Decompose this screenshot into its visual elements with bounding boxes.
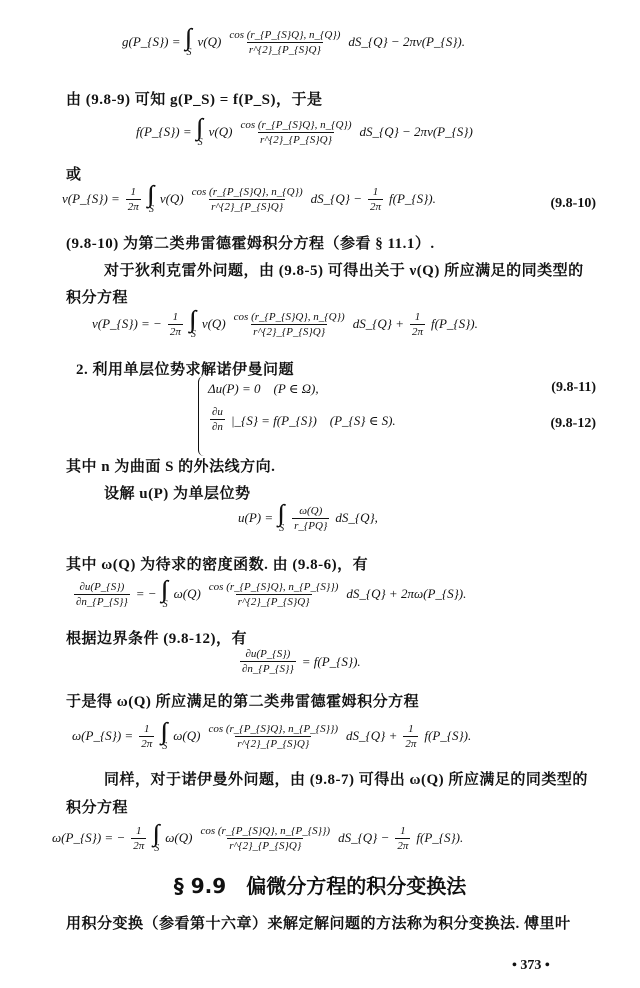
numerator: cos (r_{P_{S}Q}, n_{Q}) <box>233 310 345 323</box>
math-text: f(P_{S}). <box>416 830 464 845</box>
equation-9-8-11 <box>206 378 321 397</box>
double-integral <box>161 720 168 752</box>
math-text: |_{S} = f(P_{S}) (P_{S} ∈ S). <box>230 413 396 428</box>
numerator: cos (r_{P_{S}Q}, n_{Q}) <box>229 28 341 41</box>
fraction <box>168 311 183 338</box>
numerator: ∂u <box>212 406 223 418</box>
text-line: (9.8-10) 为第二类弗雷德霍姆积分方程（参看 § 11.1）. <box>66 236 435 252</box>
fraction <box>131 825 146 852</box>
denominator: 2π <box>133 839 145 852</box>
numerator: 1 <box>408 722 414 735</box>
equation-9-8-10 <box>60 183 438 215</box>
numerator: 1 <box>135 824 142 837</box>
numerator: 1 <box>372 185 379 198</box>
math-text: ω(Q) <box>173 586 201 601</box>
math-text: ω(Q) <box>173 728 201 743</box>
math-text: = − <box>135 586 157 601</box>
math-text: f(P_{S}) = <box>136 124 192 139</box>
integral-domain: S <box>148 204 154 215</box>
fraction <box>368 186 383 213</box>
denominator: 2π <box>369 200 381 213</box>
math-text: f(P_{S}). <box>424 728 472 743</box>
denominator: r^{2}_{P_{S}Q} <box>237 595 310 608</box>
numerator: 1 <box>414 310 421 323</box>
math-text: dS_{Q} − 2πν(P_{S}). <box>348 34 465 49</box>
denominator: r^{2}_{P_{S}Q} <box>253 325 326 338</box>
math-text: f(P_{S}). <box>431 316 478 331</box>
numerator: ω(Q) <box>299 504 323 517</box>
system-brace <box>198 376 205 456</box>
denominator: 2π <box>397 839 409 852</box>
denominator: ∂n_{P_{S}} <box>242 663 294 675</box>
integral-domain: S <box>154 843 160 854</box>
fraction <box>227 29 342 56</box>
numerator: ∂u(P_{S}) <box>79 580 125 593</box>
math-text: ω(P_{S}) = <box>72 728 134 743</box>
denominator: r^{2}_{P_{S}Q} <box>237 737 310 750</box>
text-line: 积分方程 <box>66 290 129 306</box>
fraction <box>238 119 353 146</box>
double-integral <box>148 183 155 215</box>
math-text: ν(Q) <box>159 191 184 206</box>
equation-normal-derivative <box>70 578 468 610</box>
numerator: cos (r_{P_{S}Q}, n_{P_{S}}) <box>208 722 339 735</box>
fraction <box>410 311 425 338</box>
math-text: dS_{Q} + <box>346 728 398 743</box>
math-text: dS_{Q}, <box>335 510 378 525</box>
text-line: 根据边界条件 (9.8-12)，有 <box>66 631 247 647</box>
text-line: 由 (9.8-9) 可知 g(P_S) = f(P_S)，于是 <box>66 92 323 108</box>
denominator: 2π <box>412 325 424 338</box>
section-heading: § 9.9 偏微分方程的积分变换法 <box>173 874 467 898</box>
fraction <box>395 825 410 852</box>
numerator: 1 <box>400 824 406 837</box>
equation-g <box>120 26 467 58</box>
denominator: 2π <box>127 200 139 213</box>
math-text: Δu(P) = 0 (P ∈ Ω), <box>208 381 319 396</box>
integral-domain: S <box>279 523 285 534</box>
math-text: ω(P_{S}) = − <box>52 830 126 845</box>
math-text: dS_{Q} + <box>352 316 404 331</box>
denominator: r^{2}_{P_{S}Q} <box>229 839 302 852</box>
page-number: • 373 • <box>512 958 550 973</box>
integral-domain: S <box>162 599 168 610</box>
double-integral <box>190 308 197 340</box>
fraction <box>74 581 130 608</box>
math-text: u(P) = <box>238 510 274 525</box>
math-text: ν(Q) <box>208 124 233 139</box>
integral-domain: S <box>186 47 192 58</box>
math-text: ω(Q) <box>165 830 193 845</box>
text-line: 其中 n 为曲面 S 的外法线方向. <box>66 459 276 475</box>
numerator: ∂u(P_{S}) <box>245 648 291 660</box>
equation-single-layer <box>236 502 380 534</box>
text-line: 积分方程 <box>66 800 129 816</box>
fraction <box>198 825 332 852</box>
math-text: ν(P_{S}) = <box>62 191 120 206</box>
text-line: 设解 u(P) 为单层位势 <box>104 486 251 502</box>
math-text: dS_{Q} + 2πω(P_{S}). <box>346 586 467 601</box>
denominator: ∂n_{P_{S}} <box>76 595 128 608</box>
numerator: cos (r_{P_{S}Q}, n_{P_{S}}) <box>200 824 331 837</box>
equation-neumann-exterior <box>50 822 465 854</box>
math-text: ν(P_{S}) = − <box>92 316 162 331</box>
double-integral <box>162 578 169 610</box>
section-item-2: 2. 利用单层位势求解诺伊曼问题 <box>76 362 295 378</box>
numerator: 1 <box>143 722 150 735</box>
numerator: 1 <box>130 185 137 198</box>
equation-label: (9.8-12) <box>550 416 596 431</box>
math-text: dS_{Q} − <box>338 830 390 845</box>
math-text: ν(Q) <box>201 316 226 331</box>
double-integral <box>186 26 193 58</box>
fraction <box>190 186 305 213</box>
math-text: g(P_{S}) = <box>122 34 181 49</box>
fraction <box>232 311 347 338</box>
denominator: 2π <box>169 325 181 338</box>
fraction <box>207 581 341 608</box>
equation-9-8-12 <box>206 406 398 433</box>
equation-f <box>134 116 475 148</box>
numerator: 1 <box>172 310 179 323</box>
denominator: ∂n <box>212 421 223 433</box>
integral-domain: S <box>162 741 168 752</box>
double-integral <box>197 116 204 148</box>
fraction <box>139 723 154 750</box>
fraction <box>240 648 296 675</box>
fraction <box>403 723 418 750</box>
equation-boundary <box>236 648 363 675</box>
equation-neumann-interior <box>70 720 473 752</box>
denominator: r^{2}_{P_{S}Q} <box>259 133 332 146</box>
double-integral <box>153 822 160 854</box>
text-line: 其中 ω(Q) 为待求的密度函数. 由 (9.8-6)，有 <box>66 557 369 573</box>
denominator: 2π <box>405 737 417 750</box>
integral-domain: S <box>190 329 196 340</box>
text-line: 用积分变换（参看第十六章）来解定解问题的方法称为积分变换法. 傅里叶 <box>66 916 571 932</box>
integral-domain: S <box>197 137 203 148</box>
math-text: ν(Q) <box>197 34 222 49</box>
fraction <box>206 723 340 750</box>
text-line: 于是得 ω(Q) 所应满足的第二类弗雷德霍姆积分方程 <box>66 694 420 710</box>
double-integral <box>278 502 285 534</box>
numerator: cos (r_{P_{S}Q}, n_{Q}) <box>240 118 352 131</box>
numerator: cos (r_{P_{S}Q}, n_{Q}) <box>191 185 303 198</box>
denominator: r^{2}_{P_{S}Q} <box>248 43 321 56</box>
math-text: f(P_{S}). <box>389 191 436 206</box>
equation-dirichlet-exterior <box>90 308 480 340</box>
math-text: dS_{Q} − <box>310 191 362 206</box>
denominator: r^{2}_{P_{S}Q} <box>211 200 284 213</box>
fraction <box>126 186 141 213</box>
text-line: 对于狄利克雷外问题，由 (9.8-5) 可得出关于 ν(Q) 所应满足的同类型的 <box>104 263 584 279</box>
fraction <box>292 505 329 532</box>
text-line: 或 <box>66 167 82 183</box>
denominator: 2π <box>141 737 153 750</box>
math-text: = f(P_{S}). <box>301 653 361 669</box>
text-line: 同样，对于诺伊曼外问题，由 (9.8-7) 可得出 ω(Q) 所应满足的同类型的 <box>104 772 588 788</box>
equation-label: (9.8-11) <box>551 380 596 395</box>
denominator: r_{PQ} <box>294 519 328 532</box>
math-text: dS_{Q} − 2πν(P_{S}) <box>359 124 473 139</box>
equation-label: (9.8-10) <box>550 196 596 211</box>
numerator: cos (r_{P_{S}Q}, n_{P_{S}}) <box>208 580 339 593</box>
fraction <box>210 406 225 433</box>
